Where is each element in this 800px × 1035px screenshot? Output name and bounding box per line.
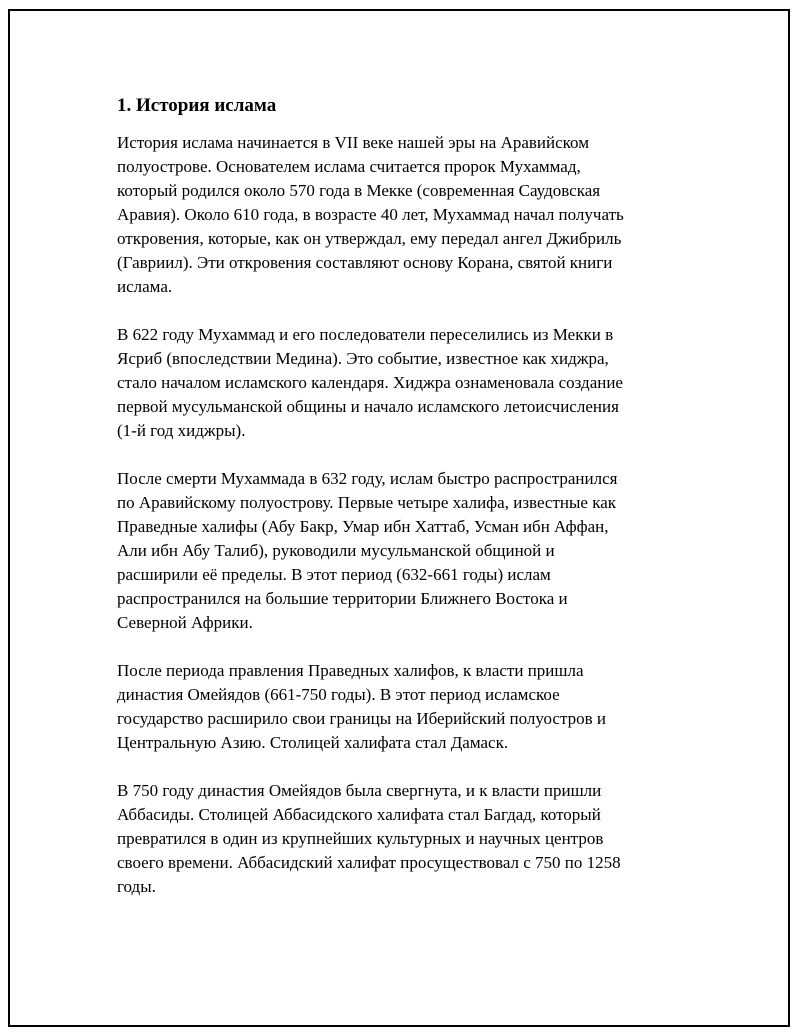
section-heading: 1. История ислама bbox=[117, 95, 277, 116]
paragraph-2 bbox=[117, 323, 697, 443]
text-line: В 622 году Мухаммад и его последователи переселились из Мекки в bbox=[117, 325, 614, 344]
text-line: Аббасиды. Столицей Аббасидского халифата стал Багдад, который bbox=[117, 805, 601, 824]
text-line: государство расширило свои границы на Иберийский полуостров и bbox=[117, 709, 606, 728]
paragraph-3 bbox=[117, 467, 697, 635]
document-body bbox=[117, 94, 697, 923]
text-line: полуострове. Основателем ислама считается пророк Мухаммад, bbox=[117, 157, 581, 176]
paragraph-5 bbox=[117, 779, 697, 899]
text-line: Ясриб (впоследствии Медина). Это событие, известное как хиджра, bbox=[117, 349, 609, 368]
text-line: После периода правления Праведных халифов, к власти пришла bbox=[117, 661, 584, 680]
text-line: откровения, которые, как он утверждал, ему передал ангел Джибриль bbox=[117, 229, 622, 248]
text-line: В 750 году династия Омейядов была свергнута, и к власти пришли bbox=[117, 781, 602, 800]
text-line: своего времени. Аббасидский халифат просуществовал с 750 по 1258 bbox=[117, 853, 621, 872]
text-line: расширили её пределы. В этот период (632-661 годы) ислам bbox=[117, 565, 551, 584]
text-line: первой мусульманской общины и начало исламского летоисчисления bbox=[117, 397, 619, 416]
text-line: превратился в один из крупнейших культурных и научных центров bbox=[117, 829, 604, 848]
text-line: Центральную Азию. Столицей халифата стал Дамаск. bbox=[117, 733, 509, 752]
text-line: династия Омейядов (661-750 годы). В этот период исламское bbox=[117, 685, 560, 704]
text-line: стало началом исламского календаря. Хиджра ознаменовала создание bbox=[117, 373, 623, 392]
text-line: Северной Африки. bbox=[117, 613, 253, 632]
text-line: История ислама начинается в VII веке нашей эры на Аравийском bbox=[117, 133, 589, 152]
text-line: Аравия). Около 610 года, в возрасте 40 лет, Мухаммад начал получать bbox=[117, 205, 624, 224]
text-line: (Гавриил). Эти откровения составляют основу Корана, святой книги bbox=[117, 253, 613, 272]
paragraph-4 bbox=[117, 659, 697, 755]
text-line: После смерти Мухаммада в 632 году, ислам быстро распространился bbox=[117, 469, 618, 488]
paragraph-1 bbox=[117, 131, 697, 299]
text-line: ислама. bbox=[117, 277, 173, 296]
text-line: (1-й год хиджры). bbox=[117, 421, 246, 440]
text-line: по Аравийскому полуострову. Первые четыре халифа, известные как bbox=[117, 493, 617, 512]
text-line: Праведные халифы (Абу Бакр, Умар ибн Хаттаб, Усман ибн Аффан, bbox=[117, 517, 609, 536]
text-line: распространился на большие территории Ближнего Востока и bbox=[117, 589, 568, 608]
text-line: годы. bbox=[117, 877, 156, 896]
text-line: Али ибн Абу Талиб), руководили мусульманской общиной и bbox=[117, 541, 555, 560]
text-line: который родился около 570 года в Мекке (современная Саудовская bbox=[117, 181, 601, 200]
